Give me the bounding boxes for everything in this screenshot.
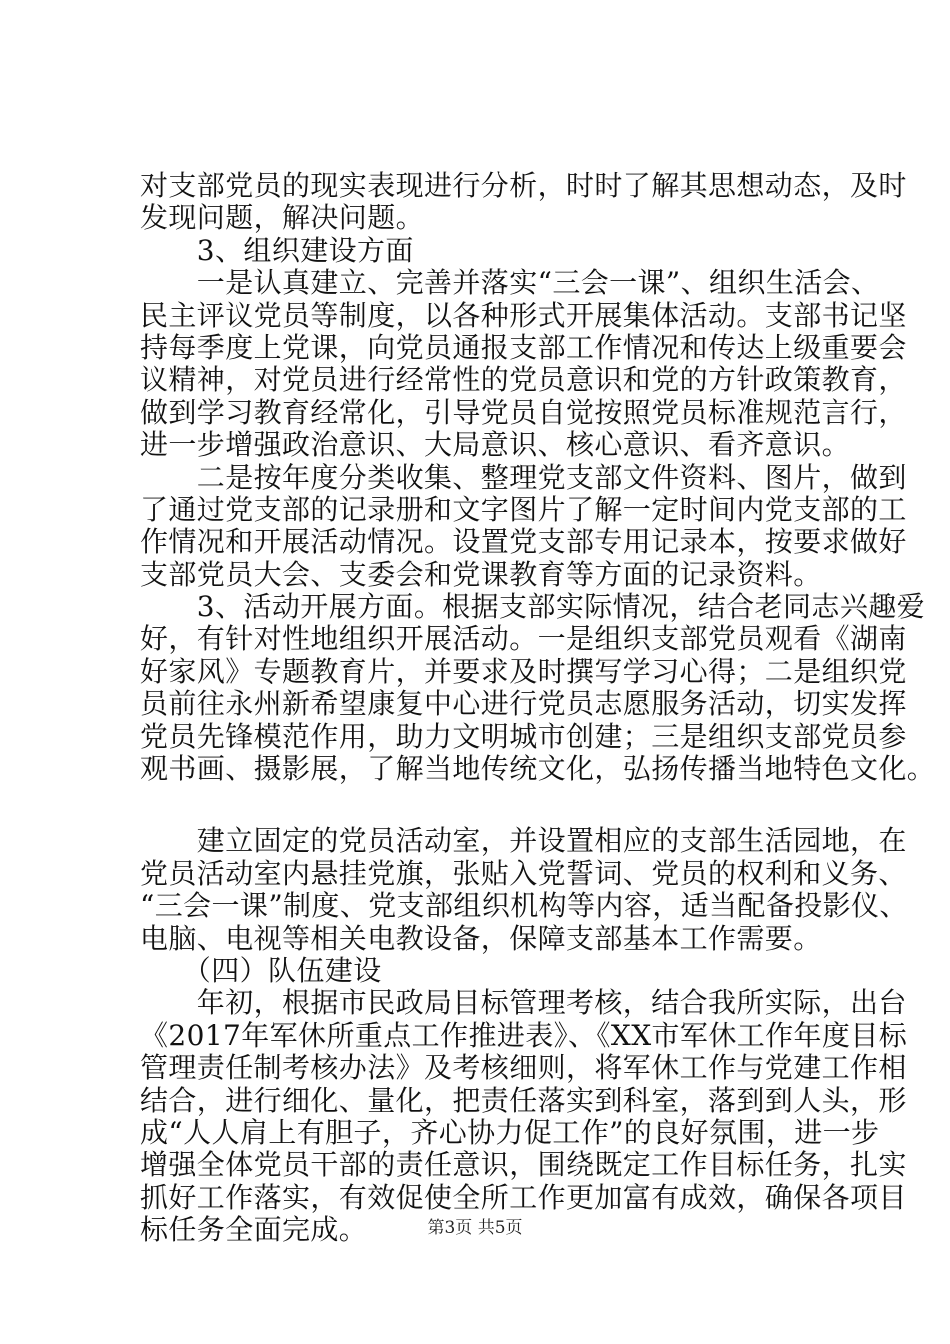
text-line: 民主评议党员等制度，以各种形式开展集体活动。支部书记坚 xyxy=(140,298,907,332)
text-line: 好，有针对性地组织开展活动。一是组织支部党员观看《湖南 xyxy=(140,622,907,656)
text-line: 了通过党支部的记录册和文字图片了解一定时间内党支部的工 xyxy=(140,492,907,526)
text-line: 支部党员大会、支委会和党课教育等方面的记录资料。 xyxy=(140,557,822,591)
text-line: 作情况和开展活动情况。设置党支部专用记录本，按要求做好 xyxy=(140,525,907,559)
text-line: 年初，根据市民政局目标管理考核，结合我所实际，出台 xyxy=(140,986,907,1020)
text-line: 一是认真建立、完善并落实“三会一课”、组织生活会、 xyxy=(140,266,880,300)
text-line: 电脑、电视等相关电教设备，保障支部基本工作需要。 xyxy=(140,921,822,955)
text-line: 对支部党员的现实表现进行分析，时时了解其思想动态，及时 xyxy=(140,169,907,202)
text-line: 做到学习教育经常化，引导党员自觉按照党员标准规范言行， xyxy=(140,395,907,429)
page-footer xyxy=(0,1213,950,1238)
text-line: 党员先锋模范作用，助力文明城市创建；三是组织支部党员参 xyxy=(140,719,907,753)
text-line: 观书画、摄影展，了解当地传统文化，弘扬传播当地特色文化。 xyxy=(140,752,936,786)
page-number-label: 第3页 共5页 xyxy=(427,1218,523,1238)
text-line: 增强全体党员干部的责任意识，围绕既定工作目标任务，扎实 xyxy=(140,1148,907,1182)
text-line: 党员活动室内悬挂党旗，张贴入党誓词、党员的权利和义务、 xyxy=(140,856,907,890)
text-line: 标任务全面完成。 xyxy=(140,1213,368,1247)
text-line: 管理责任制考核办法》及考核细则，将军休工作与党建工作相 xyxy=(140,1051,907,1085)
document-body xyxy=(140,169,936,1247)
text-line: 二是按年度分类收集、整理党支部文件资料、图片，做到 xyxy=(140,460,907,494)
text-line: 《2017年军休所重点工作推进表》、《XX市军休工作年度目标 xyxy=(140,1018,908,1052)
text-line: 好家风》专题教育片，并要求及时撰写学习心得；二是组织党 xyxy=(140,654,907,688)
section-heading: （四）队伍建设 xyxy=(140,953,382,987)
section-heading: 3、组织建设方面 xyxy=(140,233,414,267)
text-line: 抓好工作落实，有效促使全所工作更加富有成效，确保各项目 xyxy=(140,1180,907,1214)
text-line: 发现问题，解决问题。 xyxy=(140,201,425,235)
text-line: 员前往永州新希望康复中心进行党员志愿服务活动，切实发挥 xyxy=(140,687,907,721)
text-line: 3、活动开展方面。根据支部实际情况，结合老同志兴趣爱 xyxy=(140,590,926,624)
paragraph-gap xyxy=(140,785,840,825)
text-line: 建立固定的党员活动室，并设置相应的支部生活园地，在 xyxy=(140,824,907,858)
text-line: 持每季度上党课，向党员通报支部工作情况和传达上级重要会 xyxy=(140,330,907,364)
text-line: “三会一课”制度、党支部组织机构等内容，适当配备投影仪、 xyxy=(140,889,908,923)
text-line: 议精神，对党员进行经常性的党员意识和党的方针政策教育， xyxy=(140,363,907,397)
text-line: 成“人人肩上有胆子，齐心协力促工作”的良好氛围，进一步 xyxy=(140,1115,880,1149)
text-line: 结合，进行细化、量化，把责任落实到科室，落到到人头，形 xyxy=(140,1083,907,1117)
text-line: 进一步增强政治意识、大局意识、核心意识、看齐意识。 xyxy=(140,428,851,462)
